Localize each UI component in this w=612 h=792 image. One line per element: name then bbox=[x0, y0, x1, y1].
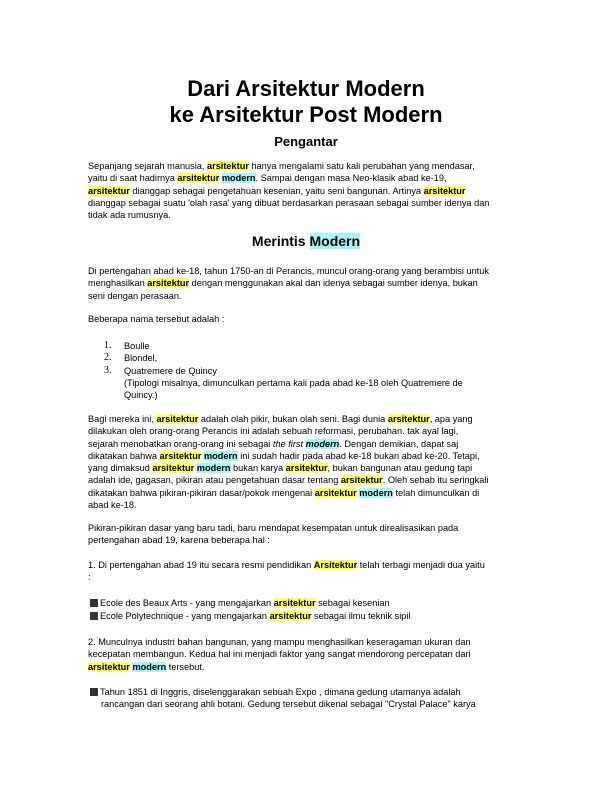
paragraph-beberapa-nama: Beberapa nama tersebut adalah : bbox=[88, 314, 225, 324]
intro-paragraph: Sepanjang sejarah manusia, arsitektur hanya mengalami satu kali perubahan yang mendasar, yaitu di saat hadirnya arsitektur modern. Sampai dengan masa Neo-klasik abad ke-19, arsitektur dianggap sebagai pengetahuan kesenian, yaitu seni bangunan. Artinya arsitektur dianggap sebagai suatu 'olah rasa' yang dibuat berdasarkan perasaan sebagai sumber idenya dan tidak ada rumusnya. bbox=[88, 161, 490, 221]
paragraph-point-2: 2. Munculnya industri bahan bangunan, yang mampu menghasilkan keseragaman ukuran dan kecepatan membangun. Kedua hal ini menjadi faktor yang sangat mendorong percepatan dari arsitektur modern tersebut. bbox=[88, 637, 471, 672]
square-bullet-icon bbox=[90, 688, 98, 696]
list-item: 1. Boulle bbox=[104, 340, 150, 351]
paragraph-pikiran-dasar: Pikiran-pikiran dasar yang baru tadi, baru mendapat kesempatan untuk direalisasikan pada pertengahan abad 19, karena beberapa hal : bbox=[88, 523, 459, 546]
title-line-1: Dari Arsitektur Modern bbox=[187, 76, 425, 101]
list-note: (Tipologi misalnya, dimunculkan pertama kali pada abad ke-18 oleh Quatremere de bbox=[124, 377, 463, 388]
list-item: 3. Quatremere de Quincy bbox=[104, 364, 217, 376]
paragraph-bagi-mereka: Bagi mereka ini, arsitektur adalah olah pikir, bukan olah seni. Bagi dunia arsitektur, apa yang dilakukan oleh orang-orang Perancis ini adalah sebuah reformasi, perubahan. tak ayal lagi, sejarah menobatkan orang-orang ini sebagai the first modern. Dengan demikian, dapat saj dikatakan bahwa arsitektur modern ini sudah hadir pada abad ke-18 bukan abad ke-20. Tetapi, yang dimaksud arsitektur modern bukan karya arsitektur, bukan bangunan atau gedung tapi adalah ide, gagasan, pikiran atau pengetahuan dasar tentang arsitektur. Oleh sebab itu seringkali dikatakan bahwa pikiran-pikiran dasar/pokok mengenai arsitektur modern telah dimunculkan di abad ke-18. bbox=[88, 414, 489, 511]
names-list bbox=[104, 340, 463, 401]
square-bullet-icon bbox=[90, 599, 98, 607]
paragraph-point-1: 1. Di pertengahan abad 19 itu secara resmi pendidikan Arsitektur telah terbagi menjadi dua yaitu : bbox=[88, 560, 485, 583]
bullet-crystal-palace: Tahun 1851 di Inggris, diselenggarakan sebuah Expo , dimana gedung utamanya adalah rancangan dari seorang ahli botani. Gedung tersebut dikenal sebagai "Crystal Palace" karya bbox=[90, 686, 476, 711]
title-line-2: ke Arsitektur Post Modern bbox=[169, 102, 443, 127]
list-note-cont: Quincy.) bbox=[124, 390, 158, 401]
heading-pengantar: Pengantar bbox=[274, 134, 338, 149]
heading-merintis-modern: Merintis Modern bbox=[251, 233, 361, 249]
square-bullet-icon bbox=[90, 612, 98, 620]
bullet-ecole-polytechnique: Ecole Polytechnique - yang mengajarkan arsitektur sebagai ilmu teknik sipil bbox=[90, 610, 411, 622]
document-title bbox=[0, 76, 612, 128]
bullet-ecole-beaux-arts: Ecole des Beaux Arts - yang mengajarkan arsitektur sebagai kesenian bbox=[90, 597, 390, 609]
list-item: 2. Blondel, bbox=[104, 352, 158, 364]
paragraph-pertengahan: Di pertengahan abad ke-18, tahun 1750-an di Perancis, muncul orang-orang yang berambisi untuk menghasilkan arsitektur dengan menggunakan akal dan idenya sebagai sumber idenya, bukan seni dengan perasaan. bbox=[88, 266, 489, 301]
